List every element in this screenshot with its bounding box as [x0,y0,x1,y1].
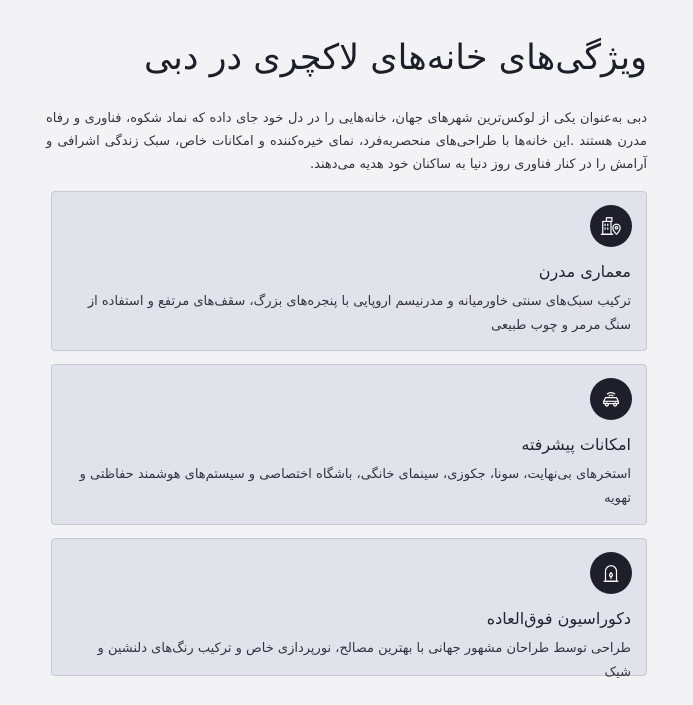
intro-paragraph: دبی به‌عنوان یکی از لوکس‌ترین شهرهای جهان، خانه‌هایی را در دل خود جای داده که نماد شکوه، فناوری و رفاه مدرن هستند .این خانه‌ها با طراحی‌های منحصربه‌فرد، نمای خیره‌کننده و امکانات خاص، سبک زندگی اشرافی و آرامش را در کنار فناوری روز دنیا به ساکنان خود هدیه می‌دهند. [46,111,647,172]
page-title: ویژگی‌های خانه‌های لاکچری در دبی [143,38,647,78]
feature-description: طراحی توسط طراحان مشهور جهانی با بهترین مصالح، نورپردازی خاص و ترکیب رنگ‌های دلنشین و شیک [97,641,631,680]
lamp-icon [590,552,632,594]
feature-title: امکانات پیشرفته [521,435,631,454]
car-wifi-icon [590,378,632,420]
feature-card-modern-architecture [51,191,647,351]
building-location-icon [590,205,632,247]
feature-description: استخرهای بی‌نهایت، سونا، جکوزی، سینمای خانگی، باشگاه اختصاصی و سیستم‌های هوشمند حفاظتی و تهویه [79,467,631,506]
feature-description: ترکیب سبک‌های سنتی خاورمیانه و مدرنیسم اروپایی با پنجره‌های بزرگ، سقف‌های مرتفع و استفاده از سنگ مرمر و چوب طبیعی [87,294,631,333]
feature-card-advanced-amenities [51,364,647,525]
feature-card-luxury-decor [51,538,647,680]
feature-title: دکوراسیون فوق‌العاده [486,609,631,628]
feature-title: معماری مدرن [538,262,631,281]
